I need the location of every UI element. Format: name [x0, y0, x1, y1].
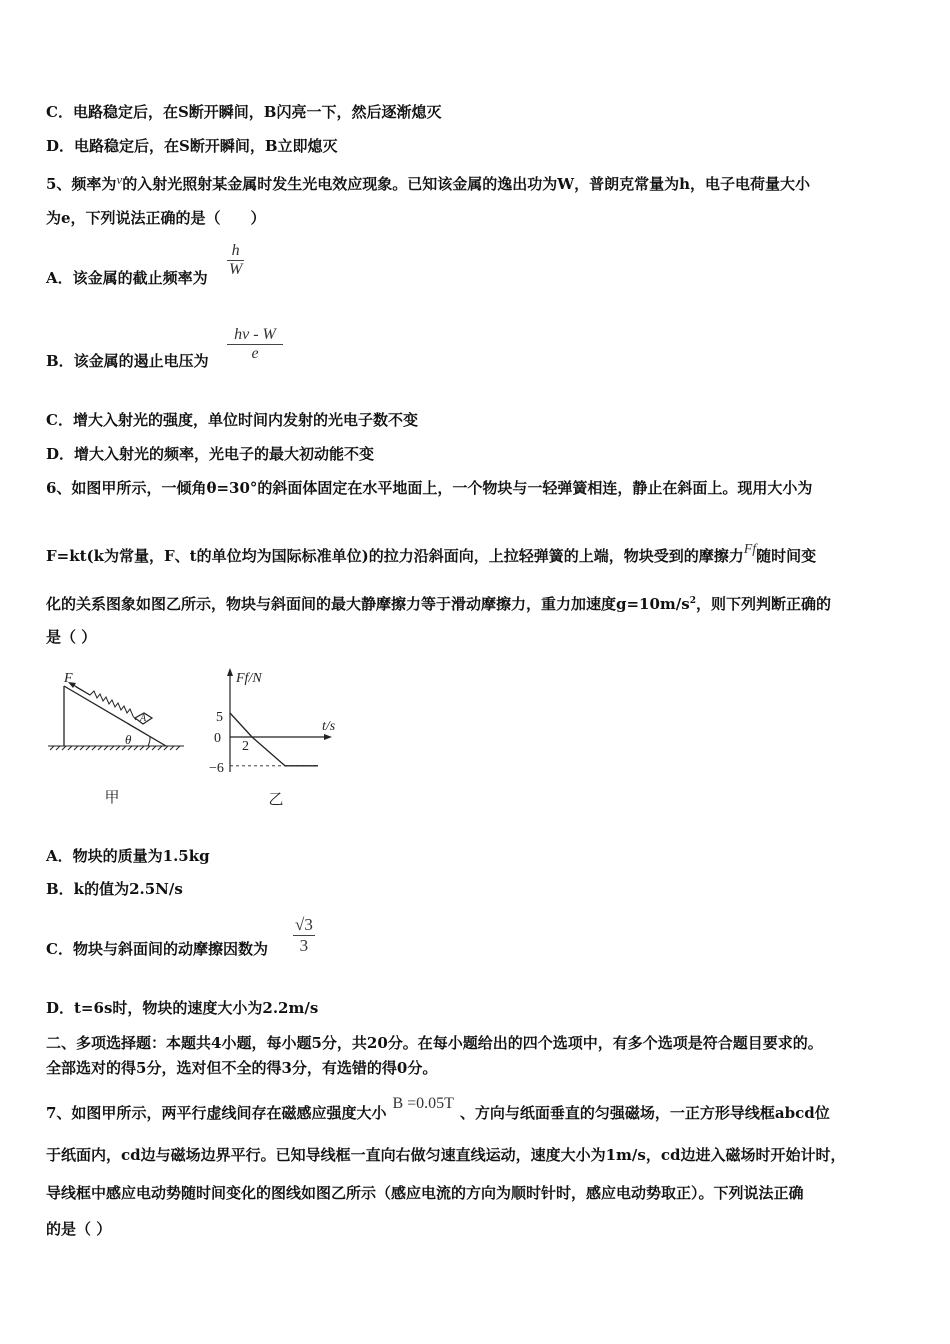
section2-heading-line2: 全部选对的得5分，选对但不全的得3分，有选错的得0分。 [46, 1059, 438, 1077]
q7-stem-line4: 的是（ ） [46, 1220, 112, 1238]
angle-label: θ [125, 732, 132, 747]
block-label: A [140, 713, 147, 724]
q5-b-fraction: $\frac{h\nu - W}{e}$ [227, 326, 283, 363]
q6-option-c: C．物块与斜面间的动摩擦因数为 [46, 940, 268, 958]
q6-stem-line1: 6、如图甲所示，一倾角θ=30°的斜面体固定在水平地面上，一个物块与一轻弹簧相连，静止在斜面上。现用大小为 [46, 479, 813, 497]
series-segment-0 [230, 713, 252, 737]
q4-option-d: D．电路稳定后，在S断开瞬间，B立即熄灭 [46, 137, 338, 155]
q7-stem-line2: 于纸面内，cd边与磁场边界平行。已知导线框一直向右做匀速直线运动，速度大小为1m/s，cd边进入磁场时开始计时， [46, 1146, 846, 1164]
angle-arc [148, 737, 150, 746]
y-tick-5: 5 [216, 710, 223, 725]
q6-option-a: A．物块的质量为1.5kg [46, 847, 210, 865]
q5-option-d: D．增大入射光的频率，光电子的最大初动能不变 [46, 445, 375, 463]
series-segment-1 [252, 737, 285, 766]
figure-yi [200, 664, 360, 812]
incline [64, 686, 166, 746]
q5-option-b: B．该金属的遏止电压为 [46, 352, 209, 370]
q6-c-fraction: $\frac{√3}{3}$ [295, 915, 313, 955]
q5-option-c: C．增大入射光的强度，单位时间内发射的光电子数不变 [46, 411, 418, 429]
x-axis-arrow [324, 734, 332, 740]
q7-stem-line3: 导线框中感应电动势随时间变化的图线如图乙所示（感应电流的方向为顺时针时，感应电动势取正）。下列说法正确 [46, 1184, 804, 1202]
q6-stem-line4: 是（ ） [46, 628, 97, 646]
caption-jia: 甲 [104, 790, 120, 806]
section2-heading-line1: 二、多项选择题：本题共4小题，每小题5分，共20分。在每小题给出的四个选项中，有多个选项是符合题目要求的。 [46, 1034, 823, 1052]
caption-yi: 乙 [268, 792, 284, 808]
q5-stem-line1: 5、频率为ν的入射光照射某金属时发生光电效应现象。已知该金属的逸出功为W，普朗克常量为h，电子电荷量大小 [46, 172, 810, 193]
q6-stem-line2: F=kt(k为常量，F、t的单位均为国际标准单位)的拉力沿斜面向，上拉轻弹簧的上端，物块受到的摩擦力Ff随时间变 [46, 542, 817, 565]
q5-a-fraction: $\frac{h}{W}$ [229, 242, 243, 278]
q5-option-a: A．该金属的截止频率为 [46, 269, 208, 287]
q6-option-d: D．t=6s时，物块的速度大小为2.2m/s [46, 999, 319, 1017]
force-label: F [64, 671, 73, 686]
q6-option-b: B．k的值为2.5N/s [46, 880, 183, 898]
y-axis-arrow [227, 668, 233, 676]
figure-jia [44, 664, 194, 812]
x-axis-label: t/s [322, 719, 336, 734]
q6-stem-line3: 化的关系图象如图乙所示，物块与斜面间的最大静摩擦力等于滑动摩擦力，重力加速度$g=10m/s^2$，则下列判断正确的 [46, 595, 832, 613]
q5-stem-line2: 为e，下列说法正确的是（ ） [46, 209, 266, 227]
intercept-label-2: 2 [242, 739, 249, 754]
q4-option-c: C．电路稳定后，在S断开瞬间，B闪亮一下，然后逐渐熄灭 [46, 103, 442, 121]
y-tick-0: 0 [214, 731, 221, 746]
y-tick-minus6: −6 [209, 761, 224, 776]
ground-hatching [48, 746, 184, 750]
q7-stem-line1: 7、如图甲所示，两平行虚线间存在磁感应强度大小B =0.05T、方向与纸面垂直的匀强磁场，一正方形导线框abcd位 [46, 1095, 830, 1122]
y-axis-label: Ff/N [236, 671, 262, 686]
